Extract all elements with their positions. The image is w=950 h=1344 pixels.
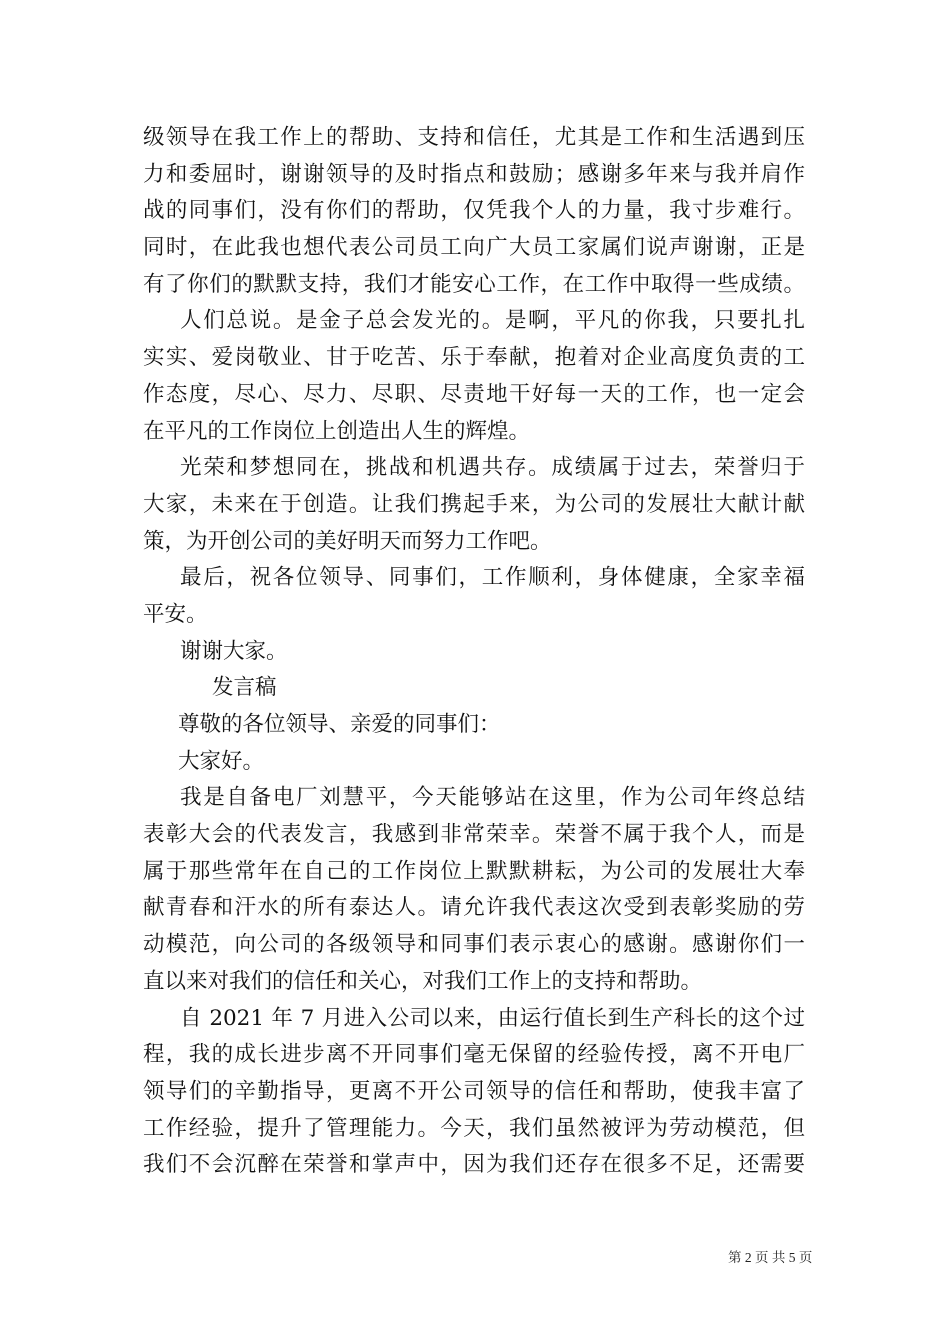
text-line: 自 2021 年 7 月进入公司以来，由运行值长到生产科长的这个过	[180, 1005, 805, 1031]
text-line: 我们不会沉醉在荣誉和掌声中，因为我们还存在很多不足，还需要	[143, 1152, 805, 1178]
text-line: 动模范，向公司的各级领导和同事们表示衷心的感谢。感谢你们一	[143, 932, 805, 958]
text-line: 在平凡的工作岗位上创造出人生的辉煌。	[143, 418, 531, 444]
text-line: 实实、爱岗敬业、甘于吃苦、乐于奉献，抱着对企业高度负责的工	[143, 345, 805, 371]
text-line: 同时，在此我也想代表公司员工向广大员工家属们说声谢谢，正是	[143, 235, 805, 261]
text-line: 谢谢大家。	[180, 638, 288, 664]
text-line: 人们总说。是金子总会发光的。是啊，平凡的你我，只要扎扎	[180, 308, 805, 334]
text-line: 领导们的辛勤指导，更离不开公司领导的信任和帮助，使我丰富了	[143, 1078, 805, 1104]
text-line: 直以来对我们的信任和关心，对我们工作上的支持和帮助。	[143, 968, 703, 994]
text-line: 平安。	[143, 601, 208, 627]
text-line: 属于那些常年在自己的工作岗位上默默耕耘，为公司的发展壮大奉	[143, 858, 805, 884]
text-line: 最后，祝各位领导、同事们，工作顺利，身体健康，全家幸福	[180, 565, 805, 591]
text-line: 有了你们的默默支持，我们才能安心工作，在工作中取得一些成绩。	[143, 271, 805, 297]
section-title: 发言稿	[212, 675, 277, 701]
text-line: 策，为开创公司的美好明天而努力工作吧。	[143, 528, 552, 554]
text-line: 光荣和梦想同在，挑战和机遇共存。成绩属于过去，荣誉归于	[180, 455, 805, 481]
text-line: 工作经验，提升了管理能力。今天，我们虽然被评为劳动模范，但	[143, 1115, 805, 1141]
text-line: 尊敬的各位领导、亲爱的同事们：	[178, 712, 501, 737]
text-line: 大家，未来在于创造。让我们携起手来，为公司的发展壮大献计献	[143, 491, 805, 517]
text-line: 战的同事们，没有你们的帮助，仅凭我个人的力量，我寸步难行。	[143, 198, 805, 224]
text-line: 作态度，尽心、尽力、尽职、尽责地干好每一天的工作，也一定会	[143, 381, 805, 407]
text-line: 程，我的成长进步离不开同事们毫无保留的经验传授，离不开电厂	[143, 1042, 805, 1068]
document-body	[143, 120, 805, 1184]
text-line: 表彰大会的代表发言，我感到非常荣幸。荣誉不属于我个人，而是	[143, 822, 805, 848]
text-line: 大家好。	[178, 748, 265, 774]
text-line: 献青春和汗水的所有泰达人。请允许我代表这次受到表彰奖励的劳	[143, 895, 805, 921]
page-number: 第 2 页 共 5 页	[728, 1250, 813, 1265]
text-line: 级领导在我工作上的帮助、支持和信任，尤其是工作和生活遇到压	[143, 125, 805, 150]
text-line: 力和委屈时，谢谢领导的及时指点和鼓励；感谢多年来与我并肩作	[143, 161, 805, 187]
text-line: 我是自备电厂刘慧平，今天能够站在这里，作为公司年终总结	[180, 785, 805, 811]
